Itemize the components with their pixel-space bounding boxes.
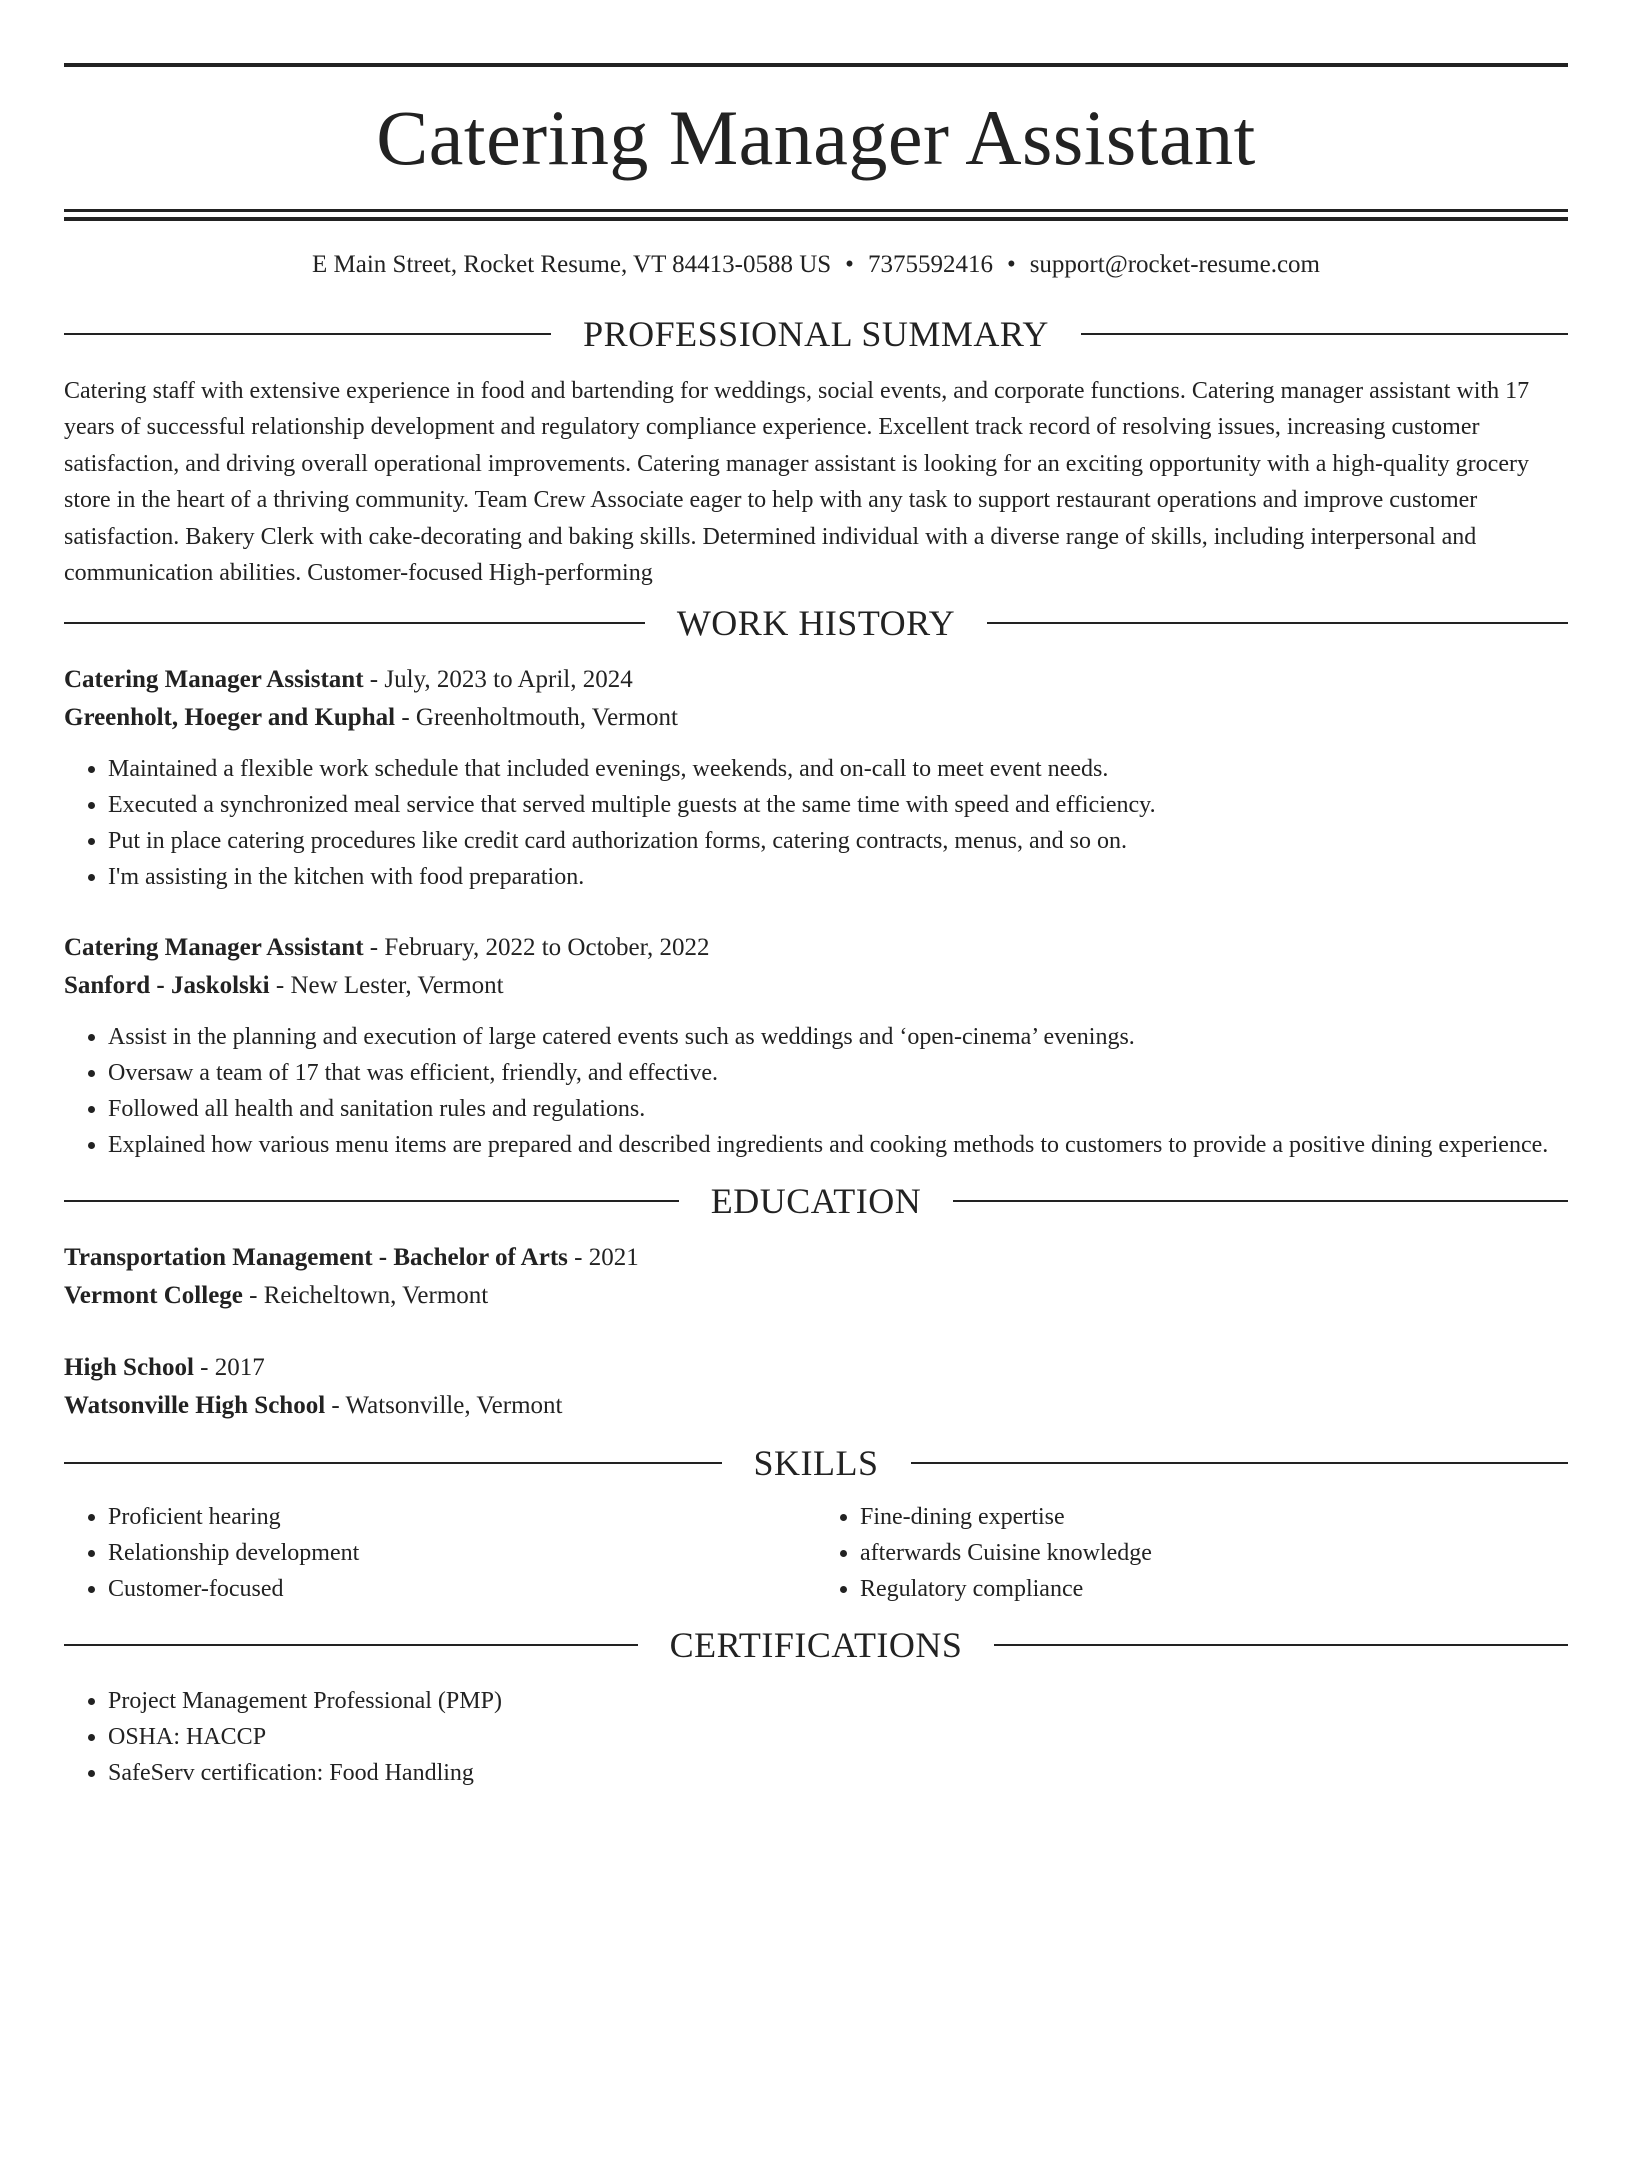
job-bullet: • Maintained a flexible work schedule that included evenings, weekends, and on-call to meet event needs.	[108, 751, 1568, 787]
job-title-line: Catering Manager Assistant - July, 2023 to April, 2024	[64, 666, 633, 694]
job-bullet: • Oversaw a team of 17 that was efficient, friendly, and effective.	[108, 1055, 1568, 1091]
job-entry	[64, 929, 1568, 1163]
job-company: Greenholt, Hoeger and Kuphal	[64, 704, 396, 732]
heading-rule-left	[64, 1200, 679, 1202]
contact-separator: •	[1006, 251, 1016, 278]
education-degree-line: High School - 2017	[64, 1354, 265, 1382]
education-section-header	[64, 1181, 1568, 1222]
heading-rule-left	[64, 622, 645, 624]
education-entry	[64, 1349, 1568, 1425]
skills-grid	[64, 1499, 1568, 1607]
certifications-list	[64, 1683, 1568, 1791]
heading-rule-right	[1081, 333, 1568, 335]
job-company-line: Greenholt, Hoeger and Kuphal - Greenholtmouth, Vermont	[64, 704, 678, 732]
job-location: Greenholtmouth, Vermont	[415, 704, 678, 732]
summary-text: Catering staff with extensive experience in food and bartending for weddings, social events, and corporate functions. Catering manager assistant with 17 years of successful relationship development and regulatory compliance experience. Excellent track record of resolving issues, increasing customer satisfaction, and driving overall operational improvements. Catering manager assistant is looking for an exciting opportunity with a high-quality grocery store in the heart of a thriving community. Team Crew Associate eager to help with any task to support restaurant operations and improve customer satisfaction. Bakery Clerk with cake-decorating and baking skills. Determined individual with a diverse range of skills, including interpersonal and communication abilities. Customer-focused High-performing	[64, 378, 1530, 587]
job-company: Sanford - Jaskolski	[64, 972, 270, 1000]
job-title: Catering Manager Assistant	[64, 666, 364, 694]
summary-heading: PROFESSIONAL SUMMARY	[583, 314, 1049, 354]
certification-item: • Project Management Professional (PMP)	[108, 1683, 1568, 1719]
candidate-name: Catering Manager Assistant	[376, 94, 1256, 181]
skill-item: • afterwards Cuisine knowledge	[860, 1535, 1568, 1571]
job-bullet: • Assist in the planning and execution of large catered events such as weddings and ‘open-cinema’ evenings.	[108, 1019, 1568, 1055]
heading-rule-right	[911, 1462, 1569, 1464]
job-bullet: • Followed all health and sanitation rules and regulations.	[108, 1091, 1568, 1127]
skills-list-left	[64, 1499, 816, 1607]
certifications-section-header	[64, 1625, 1568, 1666]
skills-heading: SKILLS	[753, 1443, 879, 1484]
work-heading: WORK HISTORY	[676, 603, 956, 644]
top-rule	[64, 63, 1568, 67]
heading-rule-left	[64, 1462, 722, 1464]
job-location: New Lester, Vermont	[290, 972, 504, 1000]
skill-item: • Proficient hearing	[108, 1499, 816, 1535]
job-title: Catering Manager Assistant	[64, 934, 364, 962]
skill-item: • Relationship development	[108, 1535, 816, 1571]
job-bullet: • Executed a synchronized meal service that served multiple guests at the same time with speed and efficiency.	[108, 787, 1568, 823]
education-heading: EDUCATION	[710, 1181, 922, 1222]
education-location: Watsonville, Vermont	[345, 1392, 563, 1420]
job-dates: July, 2023 to April, 2024	[384, 666, 633, 694]
education-school: Watsonville High School	[64, 1392, 326, 1420]
skills-list-right	[816, 1499, 1568, 1607]
heading-rule-left	[64, 333, 551, 335]
double-rule	[64, 209, 1568, 221]
job-title-line: Catering Manager Assistant - February, 2022 to October, 2022	[64, 934, 710, 962]
education-school-line: Watsonville High School - Watsonville, Vermont	[64, 1392, 563, 1420]
skill-item: • Regulatory compliance	[860, 1571, 1568, 1607]
education-location: Reicheltown, Vermont	[263, 1282, 489, 1310]
contact-phone: 7375592416	[867, 251, 993, 278]
education-degree-line: Transportation Management - Bachelor of Arts - 2021	[64, 1244, 639, 1272]
education-year: 2021	[588, 1244, 639, 1272]
education-school: Vermont College	[64, 1282, 243, 1310]
job-bullets	[64, 751, 1568, 895]
certification-item: • OSHA: HACCP	[108, 1719, 1568, 1755]
certification-item: • SafeServ certification: Food Handling	[108, 1755, 1568, 1791]
heading-rule-right	[987, 622, 1568, 624]
education-degree: Transportation Management - Bachelor of Arts	[64, 1244, 568, 1272]
heading-rule-right	[953, 1200, 1568, 1202]
certifications-heading: CERTIFICATIONS	[669, 1625, 963, 1666]
education-entry	[64, 1239, 1568, 1315]
job-bullet: • I'm assisting in the kitchen with food preparation.	[108, 859, 1568, 895]
resume-page	[0, 63, 1632, 2175]
job-entry	[64, 661, 1568, 895]
education-school-line: Vermont College - Reicheltown, Vermont	[64, 1282, 489, 1310]
contact-separator: •	[845, 251, 854, 278]
contact-address: E Main Street, Rocket Resume, VT 84413-0588 US	[312, 251, 832, 278]
contact-line	[64, 251, 1568, 279]
heading-rule-right	[994, 1644, 1568, 1646]
skills-section-header	[64, 1443, 1568, 1484]
summary-section-header	[64, 316, 1568, 352]
skill-item: • Fine-dining expertise	[860, 1499, 1568, 1535]
job-bullets	[64, 1019, 1568, 1163]
skill-item: • Customer-focused	[108, 1571, 816, 1607]
job-company-line: Sanford - Jaskolski - New Lester, Vermont	[64, 972, 504, 1000]
contact-email: support@rocket-resume.com	[1029, 251, 1320, 278]
education-degree: High School	[64, 1354, 194, 1382]
work-section-header	[64, 603, 1568, 644]
job-bullet: • Put in place catering procedures like credit card authorization forms, catering contracts, menus, and so on.	[108, 823, 1568, 859]
heading-rule-left	[64, 1644, 638, 1646]
job-bullet: • Explained how various menu items are prepared and described ingredients and cooking methods to customers to provide a positive dining experience.	[108, 1127, 1568, 1163]
job-dates: February, 2022 to October, 2022	[384, 934, 710, 962]
education-year: 2017	[214, 1354, 265, 1382]
